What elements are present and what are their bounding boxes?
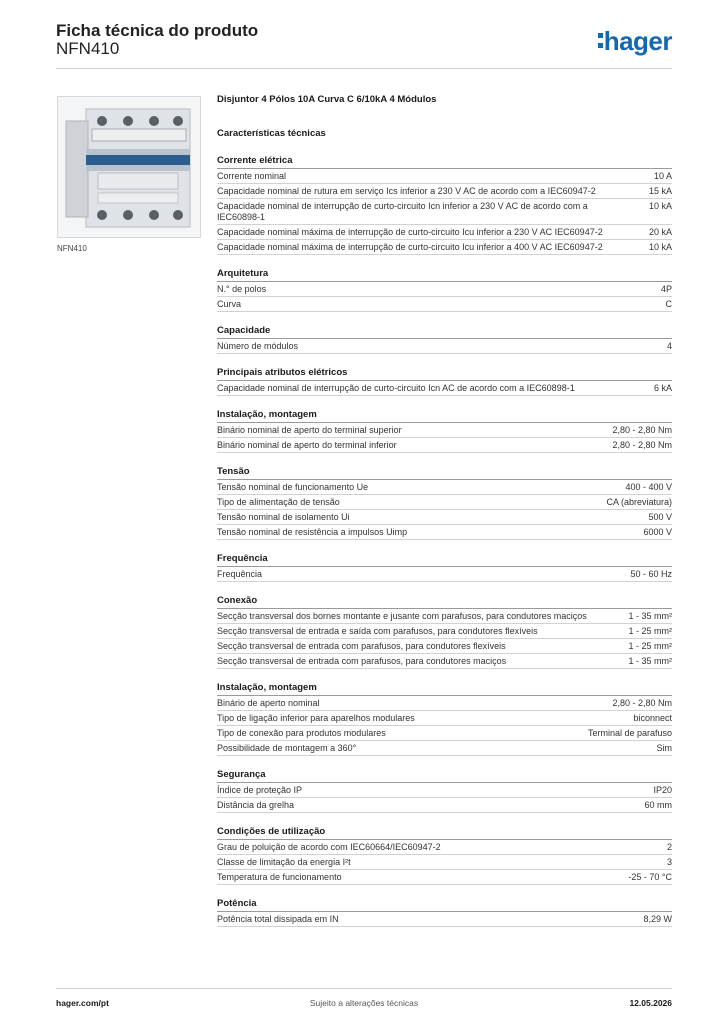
spec-label: Número de módulos [217, 341, 299, 351]
section-title: Frequência [217, 553, 672, 567]
section-title: Tensão [217, 466, 672, 480]
spec-value: Terminal de parafuso [587, 728, 672, 738]
spec-value: 500 V [648, 512, 672, 522]
spec-value: 400 - 400 V [625, 482, 672, 492]
spec-label: Índice de proteção IP [217, 785, 303, 795]
spec-section [217, 682, 672, 756]
spec-row [217, 339, 672, 354]
spec-value: CA (abreviatura) [606, 497, 672, 507]
spec-row [217, 495, 672, 510]
spec-label: Capacidade nominal de interrupção de curto-circuito Icn AC de acordo com a IEC60898-1 [217, 383, 575, 393]
spec-value: 2 [666, 842, 672, 852]
spec-label: N.° de polos [217, 284, 267, 294]
footer-date: 12.05.2026 [629, 998, 672, 1008]
spec-section [217, 268, 672, 312]
spec-label: Secção transversal de entrada e saída com parafusos, para condutores flexíveis [217, 626, 538, 636]
page-title: Ficha técnica do produto [56, 21, 259, 40]
spec-row [217, 199, 672, 225]
product-name: Disjuntor 4 Pólos 10A Curva C 6/10kA 4 Módulos [217, 94, 437, 105]
spec-row [217, 912, 672, 927]
logo-colon-icon [598, 26, 603, 48]
spec-section [217, 466, 672, 540]
spec-label: Tipo de ligação inferior para aparelhos modulares [217, 713, 415, 723]
spec-row [217, 240, 672, 255]
spec-row [217, 855, 672, 870]
hager-logo [598, 26, 672, 57]
spec-value: 4 [666, 341, 672, 351]
spec-row [217, 840, 672, 855]
spec-row [217, 798, 672, 813]
spec-value: C [665, 299, 672, 309]
spec-row [217, 654, 672, 669]
spec-row [217, 696, 672, 711]
spec-value: 50 - 60 Hz [630, 569, 672, 579]
spec-row [217, 438, 672, 453]
circuit-breaker-image [58, 97, 200, 237]
spec-label: Secção transversal dos bornes montante e jusante com parafusos, para condutores maciços [217, 611, 587, 621]
spec-row [217, 423, 672, 438]
spec-value: 3 [666, 857, 672, 867]
spec-value: 6000 V [643, 527, 672, 537]
spec-row [217, 711, 672, 726]
spec-row [217, 741, 672, 756]
spec-label: Capacidade nominal máxima de interrupção de curto-circuito Icu inferior a 230 V AC IEC60947-2 [217, 227, 603, 237]
spec-section [217, 769, 672, 813]
spec-label: Secção transversal de entrada com parafusos, para condutores maciços [217, 656, 507, 666]
technical-content [217, 94, 672, 927]
footer-disclaimer: Sujeito a alterações técnicas [309, 998, 419, 1008]
section-title: Corrente elétrica [217, 155, 672, 169]
page-header [56, 20, 672, 69]
spec-label: Tipo de conexão para produtos modulares [217, 728, 386, 738]
section-title: Principais atributos elétricos [217, 367, 672, 381]
section-title: Instalação, montagem [217, 409, 672, 423]
spec-label: Tensão nominal de funcionamento Ue [217, 482, 369, 492]
spec-value: 20 kA [648, 227, 672, 237]
spec-row [217, 609, 672, 624]
spec-value: 2,80 - 2,80 Nm [612, 698, 672, 708]
image-caption: NFN410 [57, 244, 87, 253]
spec-row [217, 510, 672, 525]
spec-row [217, 297, 672, 312]
spec-label: Capacidade nominal máxima de interrupção de curto-circuito Icu inferior a 400 V AC IEC60947-2 [217, 242, 603, 252]
section-title: Instalação, montagem [217, 682, 672, 696]
spec-row [217, 184, 672, 199]
product-reference: NFN410 [56, 39, 120, 58]
spec-row [217, 726, 672, 741]
spec-value: IP20 [653, 785, 672, 795]
spec-section [217, 409, 672, 453]
spec-value: 6 kA [653, 383, 672, 393]
spec-row [217, 639, 672, 654]
spec-label: Frequência [217, 569, 263, 579]
section-title: Conexão [217, 595, 672, 609]
spec-label: Tipo de alimentação de tensão [217, 497, 340, 507]
spec-label: Grau de poluição de acordo com IEC60664/IEC60947-2 [217, 842, 441, 852]
spec-section [217, 898, 672, 927]
spec-section [217, 367, 672, 396]
spec-label: Secção transversal de entrada com parafusos, para condutores flexíveis [217, 641, 506, 651]
spec-label: Tensão nominal de isolamento Ui [217, 512, 350, 522]
spec-label: Tensão nominal de resistência a impulsos Uimp [217, 527, 408, 537]
section-title: Potência [217, 898, 672, 912]
spec-value: 10 A [653, 171, 672, 181]
spec-value: 15 kA [648, 186, 672, 196]
section-title: Capacidade [217, 325, 672, 339]
spec-label: Corrente nominal [217, 171, 287, 181]
spec-value: 10 kA [648, 201, 672, 211]
section-title: Arquitetura [217, 268, 672, 282]
spec-label: Curva [217, 299, 242, 309]
spec-value: 2,80 - 2,80 Nm [612, 425, 672, 435]
section-title: Condições de utilização [217, 826, 672, 840]
spec-section [217, 325, 672, 354]
spec-row [217, 624, 672, 639]
spec-row [217, 525, 672, 540]
spec-label: Binário nominal de aperto do terminal inferior [217, 440, 397, 450]
spec-row [217, 870, 672, 885]
spec-section [217, 826, 672, 885]
spec-label: Binário de aperto nominal [217, 698, 320, 708]
spec-label: Temperatura de funcionamento [217, 872, 342, 882]
logo-text: hager [603, 26, 672, 56]
technical-characteristics-heading: Características técnicas [217, 128, 326, 139]
spec-row [217, 783, 672, 798]
spec-value: 1 - 35 mm² [628, 656, 672, 666]
spec-label: Possibilidade de montagem a 360° [217, 743, 357, 753]
spec-value: 1 - 35 mm² [628, 611, 672, 621]
spec-label: Classe de limitação da energia I²t [217, 857, 351, 867]
page-footer [56, 988, 672, 1008]
spec-row [217, 381, 672, 396]
spec-value: -25 - 70 °C [628, 872, 672, 882]
spec-section [217, 155, 672, 255]
footer-website-link[interactable]: hager.com/pt [56, 998, 109, 1008]
spec-label: Potência total dissipada em IN [217, 914, 339, 924]
spec-row [217, 282, 672, 297]
spec-value: 1 - 25 mm² [628, 626, 672, 636]
spec-value: 8,29 W [643, 914, 672, 924]
spec-label: Binário nominal de aperto do terminal superior [217, 425, 402, 435]
spec-value: 1 - 25 mm² [628, 641, 672, 651]
spec-value: biconnect [633, 713, 672, 723]
section-title: Segurança [217, 769, 672, 783]
spec-value: 2,80 - 2,80 Nm [612, 440, 672, 450]
spec-label: Distância da grelha [217, 800, 295, 810]
spec-section [217, 553, 672, 582]
spec-row [217, 225, 672, 240]
product-image [57, 96, 201, 238]
spec-label: Capacidade nominal de interrupção de curto-circuito Icn inferior a 230 V AC de acordo com a IEC60898-1 [217, 201, 588, 222]
spec-row [217, 567, 672, 582]
spec-value: 60 mm [644, 800, 672, 810]
spec-label: Capacidade nominal de rutura em serviço Ics inferior a 230 V AC de acordo com a IEC60947-2 [217, 186, 596, 196]
spec-row [217, 480, 672, 495]
spec-row [217, 169, 672, 184]
spec-value: Sim [656, 743, 672, 753]
spec-sections [217, 155, 672, 927]
spec-value: 10 kA [648, 242, 672, 252]
spec-value: 4P [660, 284, 672, 294]
spec-section [217, 595, 672, 669]
